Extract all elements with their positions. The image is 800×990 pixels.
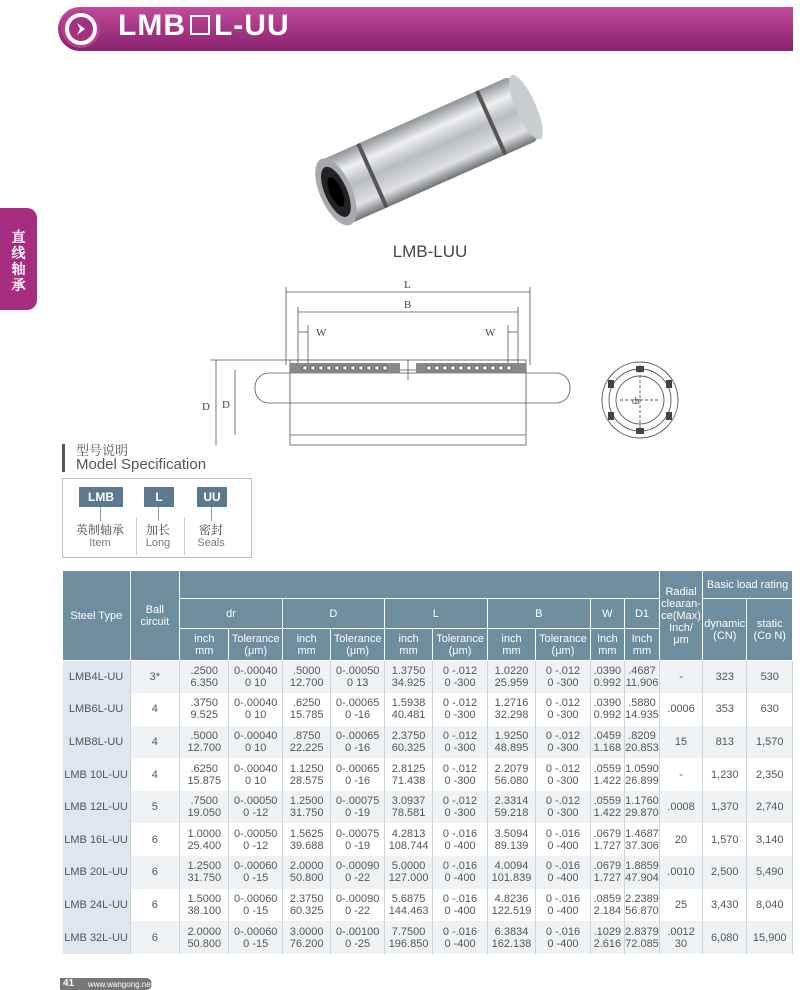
- spec-code-seals: UU: [197, 487, 227, 507]
- cell-radial: -: [659, 661, 702, 694]
- cell-type: LMB 20L-UU: [63, 856, 131, 889]
- header-steel-type: Steel Type: [63, 571, 131, 661]
- cell-dynamic: 813: [703, 726, 747, 759]
- table-row: [63, 693, 793, 726]
- table-row: [63, 921, 793, 954]
- cell-b: 1.0220 25.959: [487, 661, 535, 694]
- cell-type: LMB 16L-UU: [63, 823, 131, 856]
- table-row: [63, 889, 793, 922]
- table-row: [63, 823, 793, 856]
- cell-w: .0459 1.168: [590, 726, 624, 759]
- cell-d-tol: 0-.00075 0 -19: [331, 823, 384, 856]
- cell-d: 1.1250 28.575: [282, 758, 330, 791]
- table-row: [63, 661, 793, 694]
- cell-type: LMB 12L-UU: [63, 791, 131, 824]
- cell-dynamic: 3,430: [703, 889, 747, 922]
- header-tolerance: Tolerance (μm): [433, 629, 487, 661]
- dim-label-W-left: W: [316, 327, 327, 339]
- header-L: L: [384, 599, 487, 629]
- cell-l: 2.8125 71.438: [384, 758, 432, 791]
- cell-w: .0390 0.992: [590, 693, 624, 726]
- cell-w: .0859 2.184: [590, 889, 624, 922]
- cell-dynamic: 2,500: [703, 856, 747, 889]
- cell-d-tol: 0-.00090 0 -22: [331, 856, 384, 889]
- cell-l-tol: 0 -.016 0 -400: [433, 856, 487, 889]
- bearing-product-image: [295, 60, 565, 240]
- cell-l-tol: 0 -.016 0 -400: [433, 823, 487, 856]
- side-category-tab: [0, 208, 37, 310]
- cell-l: 5.0000 127.000: [384, 856, 432, 889]
- cell-l-tol: 0 -.012 0 -300: [433, 791, 487, 824]
- cell-dr-tol: 0-.00050 0 -12: [229, 823, 282, 856]
- cell-l: 4.2813 108.744: [384, 823, 432, 856]
- cell-dr: .7500 19.050: [180, 791, 229, 824]
- cell-ball: 5: [130, 791, 179, 824]
- cell-d: 1.2500 31.750: [282, 791, 330, 824]
- dim-label-D1: D: [222, 399, 230, 411]
- cell-d-tol: 0-.00090 0 -22: [331, 889, 384, 922]
- page-title: LMB L-UU: [118, 9, 290, 42]
- header-unit: inch mm: [384, 629, 432, 661]
- cell-l: 1.5938 40.481: [384, 693, 432, 726]
- cell-radial: .0006: [659, 693, 702, 726]
- cell-radial: 20: [659, 823, 702, 856]
- cell-ball: 4: [130, 693, 179, 726]
- cell-static: 2,350: [747, 758, 793, 791]
- cell-d1: 1.8859 47.904: [625, 856, 660, 889]
- side-tab-char: 线: [11, 246, 26, 262]
- spec-code-long: L: [144, 487, 174, 507]
- header-tolerance: Tolerance (μm): [536, 629, 590, 661]
- spec-title-en: Model Specification: [76, 456, 207, 473]
- side-tab-char: 承: [11, 278, 26, 294]
- spec-accent-bar: [62, 444, 65, 472]
- cell-d: 3.0000 76.200: [282, 921, 330, 954]
- cell-static: 8,040: [747, 889, 793, 922]
- cell-d1: 1.0590 26.899: [625, 758, 660, 791]
- cell-radial: 25: [659, 889, 702, 922]
- header-unit: inch mm: [487, 629, 535, 661]
- cell-dynamic: 1,570: [703, 823, 747, 856]
- cell-w: .1029 2.616: [590, 921, 624, 954]
- side-tab-char: 轴: [11, 262, 26, 278]
- website-link[interactable]: www.wangong.net: [88, 980, 153, 989]
- cell-static: 530: [747, 661, 793, 694]
- cell-ball: 6: [130, 856, 179, 889]
- spec-table: [62, 570, 793, 954]
- cell-dynamic: 323: [703, 661, 747, 694]
- header-tolerance: Tolerance (μm): [331, 629, 384, 661]
- cell-dr-tol: 0-.00040 0 10: [229, 758, 282, 791]
- cell-d: 1.5625 39.688: [282, 823, 330, 856]
- cell-static: 630: [747, 693, 793, 726]
- cell-dr: 1.0000 25.400: [180, 823, 229, 856]
- spec-en-seals: Seals: [197, 537, 225, 549]
- cell-type: LMB4L-UU: [63, 661, 131, 694]
- cell-d-tol: 0-.00065 0 -16: [331, 758, 384, 791]
- spec-code-item: LMB: [79, 487, 123, 507]
- cell-dynamic: 1,230: [703, 758, 747, 791]
- cell-dr-tol: 0-.00060 0 -15: [229, 889, 282, 922]
- cell-l-tol: 0 -.016 0 -400: [433, 921, 487, 954]
- cell-dr: .3750 9.525: [180, 693, 229, 726]
- cell-b: 2.3314 59.218: [487, 791, 535, 824]
- arrow-circle-icon: [62, 10, 100, 48]
- cell-l-tol: 0 -.012 0 -300: [433, 758, 487, 791]
- cell-ball: 6: [130, 889, 179, 922]
- technical-drawing: [180, 270, 700, 450]
- cell-l: 7.7500 196.850: [384, 921, 432, 954]
- cell-type: LMB 10L-UU: [63, 758, 131, 791]
- cell-l: 1.3750 34.925: [384, 661, 432, 694]
- header-dr: dr: [180, 599, 283, 629]
- cell-radial: 15: [659, 726, 702, 759]
- cell-b-tol: 0 -.016 0 -400: [536, 856, 590, 889]
- dim-label-W-right: W: [485, 327, 496, 339]
- cell-dr-tol: 0-.00040 0 10: [229, 693, 282, 726]
- spec-cn-item: 英制轴承: [75, 523, 124, 537]
- spec-en-item: Item: [89, 537, 111, 549]
- cell-dr-tol: 0-.00060 0 -15: [229, 856, 282, 889]
- header-ball-circuit: Ball circuit: [130, 571, 179, 661]
- cell-d1: 2.8379 72.085: [625, 921, 660, 954]
- cell-dr: 2.0000 50.800: [180, 921, 229, 954]
- cell-w: .0679 1.727: [590, 823, 624, 856]
- header-D1: D1: [625, 599, 660, 629]
- cell-b: 2.2079 56.080: [487, 758, 535, 791]
- cell-ball: 4: [130, 726, 179, 759]
- spec-en-long: Long: [145, 537, 171, 549]
- side-tab-char: 直: [11, 230, 26, 246]
- cell-static: 15,900: [747, 921, 793, 954]
- cell-d-tol: 0-.00065 0 -16: [331, 726, 384, 759]
- cell-type: LMB8L-UU: [63, 726, 131, 759]
- cell-dr: 1.5000 38.100: [180, 889, 229, 922]
- cell-l-tol: 0 -.012 0 -300: [433, 726, 487, 759]
- cell-ball: 3*: [130, 661, 179, 694]
- cell-d-tol: 0-.00065 0 -16: [331, 693, 384, 726]
- cell-d1: 1.1760 29.870: [625, 791, 660, 824]
- cell-static: 1,570: [747, 726, 793, 759]
- page-number: 41: [63, 978, 75, 989]
- cell-dr: .6250 15.875: [180, 758, 229, 791]
- product-caption: LMB-LUU: [392, 242, 468, 261]
- cell-radial: .0012 30: [659, 921, 702, 954]
- cell-ball: 6: [130, 823, 179, 856]
- cell-w: .0390 0.992: [590, 661, 624, 694]
- table-row: [63, 758, 793, 791]
- header-D: D: [282, 599, 384, 629]
- header-unit: Inch mm: [625, 629, 660, 661]
- cell-b: 1.9250 48.895: [487, 726, 535, 759]
- cell-d-tol: 0-.00100 0 -25: [331, 921, 384, 954]
- cell-dynamic: 6,080: [703, 921, 747, 954]
- cell-d: .5000 12.700: [282, 661, 330, 694]
- header-load-rating: Basic load rating: [703, 571, 793, 599]
- cell-dr: .2500 6.350: [180, 661, 229, 694]
- cell-dynamic: 353: [703, 693, 747, 726]
- cell-d1: .8209 20.853: [625, 726, 660, 759]
- cell-type: LMB6L-UU: [63, 693, 131, 726]
- header-W: W: [590, 599, 624, 629]
- header-static: static (Co N): [747, 599, 793, 661]
- cell-dr-tol: 0-.00050 0 -12: [229, 791, 282, 824]
- cell-b-tol: 0 -.016 0 -400: [536, 889, 590, 922]
- table-row: [63, 856, 793, 889]
- cell-dr-tol: 0-.00040 0 10: [229, 661, 282, 694]
- cell-b-tol: 0 -.012 0 -300: [536, 693, 590, 726]
- dim-label-L: L: [404, 279, 411, 291]
- cell-d1: 2.2389 56.870: [625, 889, 660, 922]
- cell-ball: 6: [130, 921, 179, 954]
- cell-l: 3.0937 78.581: [384, 791, 432, 824]
- table-row: [63, 791, 793, 824]
- header-unit: Inch mm: [590, 629, 624, 661]
- cell-dr: .5000 12.700: [180, 726, 229, 759]
- cell-d1: .5880 14.935: [625, 693, 660, 726]
- cell-l-tol: 0 -.012 0 -300: [433, 693, 487, 726]
- cell-radial: .0010: [659, 856, 702, 889]
- cell-radial: -: [659, 758, 702, 791]
- cell-b: 4.8236 122.519: [487, 889, 535, 922]
- cell-d: 2.3750 60.325: [282, 889, 330, 922]
- cell-d1: 1.4687 37.306: [625, 823, 660, 856]
- cell-d: .6250 15.785: [282, 693, 330, 726]
- cell-type: LMB 32L-UU: [63, 921, 131, 954]
- cell-b-tol: 0 -.012 0 -300: [536, 758, 590, 791]
- header-unit: inch mm: [180, 629, 229, 661]
- cell-d-tol: 0-.00050 0 13: [331, 661, 384, 694]
- cell-static: 2,740: [747, 791, 793, 824]
- dim-label-dr: dr: [632, 396, 641, 407]
- cell-l: 5.6875 144.463: [384, 889, 432, 922]
- cell-b-tol: 0 -.012 0 -300: [536, 661, 590, 694]
- header-dynamic: dynamic (CN): [703, 599, 747, 661]
- cell-w: .0559 1.422: [590, 791, 624, 824]
- cell-d-tol: 0-.00075 0 -19: [331, 791, 384, 824]
- cell-b-tol: 0 -.016 0 -400: [536, 823, 590, 856]
- spec-cn-seals: 密封: [198, 523, 223, 537]
- spec-cn-long: 加长: [145, 523, 170, 537]
- header-dimensions-blank: [180, 571, 660, 599]
- cell-b: 1.2716 32.298: [487, 693, 535, 726]
- cell-dr-tol: 0-.00040 0 10: [229, 726, 282, 759]
- cell-w: .0559 1.422: [590, 758, 624, 791]
- cell-l-tol: 0 -.016 0 -400: [433, 889, 487, 922]
- cell-static: 3,140: [747, 823, 793, 856]
- cell-static: 5,490: [747, 856, 793, 889]
- cell-dr-tol: 0-.00060 0 -15: [229, 921, 282, 954]
- cell-dynamic: 1,370: [703, 791, 747, 824]
- cell-b: 3.5094 89.139: [487, 823, 535, 856]
- dim-label-D: D: [202, 401, 210, 413]
- cell-d: 2.0000 50.800: [282, 856, 330, 889]
- cell-l: 2.3750 60.325: [384, 726, 432, 759]
- spec-title-cn: 型号说明: [76, 444, 129, 459]
- cell-b-tol: 0 -.016 0 -400: [536, 921, 590, 954]
- cell-d1: .4687 11.906: [625, 661, 660, 694]
- cell-ball: 4: [130, 758, 179, 791]
- cell-b: 4.0094 101.839: [487, 856, 535, 889]
- header-tolerance: Tolerance (μm): [229, 629, 282, 661]
- cell-b: 6.3834 162.138: [487, 921, 535, 954]
- model-spec-box: [62, 478, 252, 558]
- cell-dr: 1.2500 31.750: [180, 856, 229, 889]
- cell-b-tol: 0 -.012 0 -300: [536, 726, 590, 759]
- cell-type: LMB 24L-UU: [63, 889, 131, 922]
- cell-l-tol: 0 -.012 0 -300: [433, 661, 487, 694]
- cell-radial: .0008: [659, 791, 702, 824]
- table-row: [63, 726, 793, 759]
- cell-b-tol: 0 -.012 0 -300: [536, 791, 590, 824]
- dim-label-B: B: [404, 299, 412, 311]
- cell-w: .0679 1.727: [590, 856, 624, 889]
- title-box-icon: [190, 15, 210, 35]
- header-B: B: [487, 599, 590, 629]
- cell-d: .8750 22.225: [282, 726, 330, 759]
- header-radial: Radial clearan- ce(Max) Inch/ μm: [659, 571, 702, 661]
- header-unit: inch mm: [282, 629, 330, 661]
